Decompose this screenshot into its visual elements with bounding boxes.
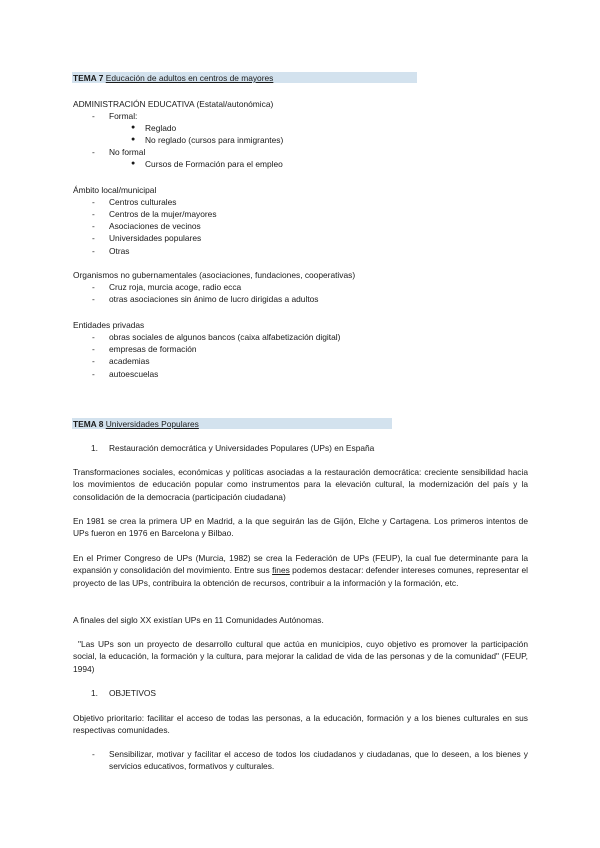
ong-item: otras asociaciones sin ánimo de lucro dirigidas a adultos [109,294,319,304]
admin-cursos: Cursos de Formación para el empleo [145,159,283,169]
dash-marker: - [92,749,95,759]
dash-marker: - [92,344,95,354]
paragraph-1: Transformaciones sociales, económicas y políticas asociadas a la restauración democrática: creciente sensibilidad hacia los movimientos de educación popular como instrumentos para la elevación cultural, la modernización del país y la consolidación de la democracia (participación ciudadana) [73,467,528,502]
bullet-marker: ● [131,160,136,167]
ambito-item: Otras [109,246,130,256]
ambito-item: Universidades populares [109,233,202,243]
dash-marker: - [92,356,95,366]
dash-marker: - [92,111,95,121]
ambito-item: Centros de la mujer/mayores [109,209,217,219]
section1-title: Restauración democrática y Universidades Populares (UPs) en España [109,443,375,453]
paragraph-3-start: En el Primer Congreso de UPs (Murcia, 1982) se crea la Federación de UPs (FEUP), la cual fue determinante para la expansión y consolidación del movimiento. Entre sus [73,553,528,576]
dash-marker: - [92,221,95,231]
dash-marker: - [92,332,95,342]
bullet-marker: ● [131,124,136,131]
admin-heading: ADMINISTRACIÓN EDUCATIVA (Estatal/autonómica) [73,99,274,109]
tema7-label: TEMA 7 [73,73,104,83]
privadas-item: empresas de formación [109,344,197,354]
section1-number: 1. [91,443,98,453]
dash-marker: - [92,147,95,157]
dash-marker: - [92,233,95,243]
paragraph-3-fines: fines [272,565,290,576]
admin-formal: Formal: [109,111,138,121]
tema8-title: Universidades Populares [105,419,199,429]
dash-marker: - [92,197,95,207]
ambito-heading: Ámbito local/municipal [73,185,157,195]
section2-number: 1. [91,688,98,698]
tema8-label: TEMA 8 [73,419,104,429]
ambito-item: Asociaciones de vecinos [109,221,201,231]
ong-item: Cruz roja, murcia acoge, radio ecca [109,282,242,292]
admin-reglado: Reglado [145,123,177,133]
paragraph-3 [73,552,528,589]
bullet-marker: ● [131,136,136,143]
section2-title: OBJETIVOS [109,688,157,698]
dash-marker: - [92,282,95,292]
privadas-item: obras sociales de algunos bancos (caixa alfabetización digital) [109,332,341,342]
privadas-heading: Entidades privadas [73,320,145,330]
ambito-item: Centros culturales [109,197,177,207]
quote-paragraph: "Las UPs son un proyecto de desarrollo cultural que actúa en municipios, cuyo objetivo es promover la participación social, la educación, la formación y la cultura, para mejorar la calidad de vida de las personas y de la comunidad" (FEUP, 1994) [73,639,528,674]
ong-heading: Organismos no gubernamentales (asociaciones, fundaciones, cooperativas) [73,270,356,280]
privadas-item: academias [109,356,150,366]
admin-no-formal: No formal [109,147,146,157]
objetivo-prioritario: Objetivo prioritario: facilitar el acceso de todas las personas, a la educación, formación y a los bienes culturales en sus respectivas comunidades. [73,713,528,736]
tema7-header [73,72,273,84]
dash-marker: - [92,294,95,304]
privadas-item: autoescuelas [109,369,159,379]
paragraph-2: En 1981 se crea la primera UP en Madrid, a la que seguirán las de Gijón, Elche y Cartagena. Los primeros intentos de UPs fueron en 1976 en Barcelona y Bilbao. [73,516,528,539]
admin-no-reglado: No reglado (cursos para inmigrantes) [145,135,284,145]
dash-marker: - [92,369,95,379]
tema7-title: Educación de adultos en centros de mayores [105,73,274,83]
tema8-header [73,418,199,430]
dash-marker: - [92,209,95,219]
dash-marker: - [92,246,95,256]
paragraph-4: A finales del siglo XX existían UPs en 11 Comunidades Autónomas. [73,615,324,625]
objetivo-item-1: Sensibilizar, motivar y facilitar el acceso de todos los ciudadanos y ciudadanas, que lo deseen, a los bienes y servicios educativos, formativos y culturales. [109,749,528,772]
paragraph-3-end: podemos destacar: defender intereses comunes, representar el proyecto de las UPs, contribuira la obtención de recursos, contribuir a la información y la formación, etc. [73,565,528,588]
